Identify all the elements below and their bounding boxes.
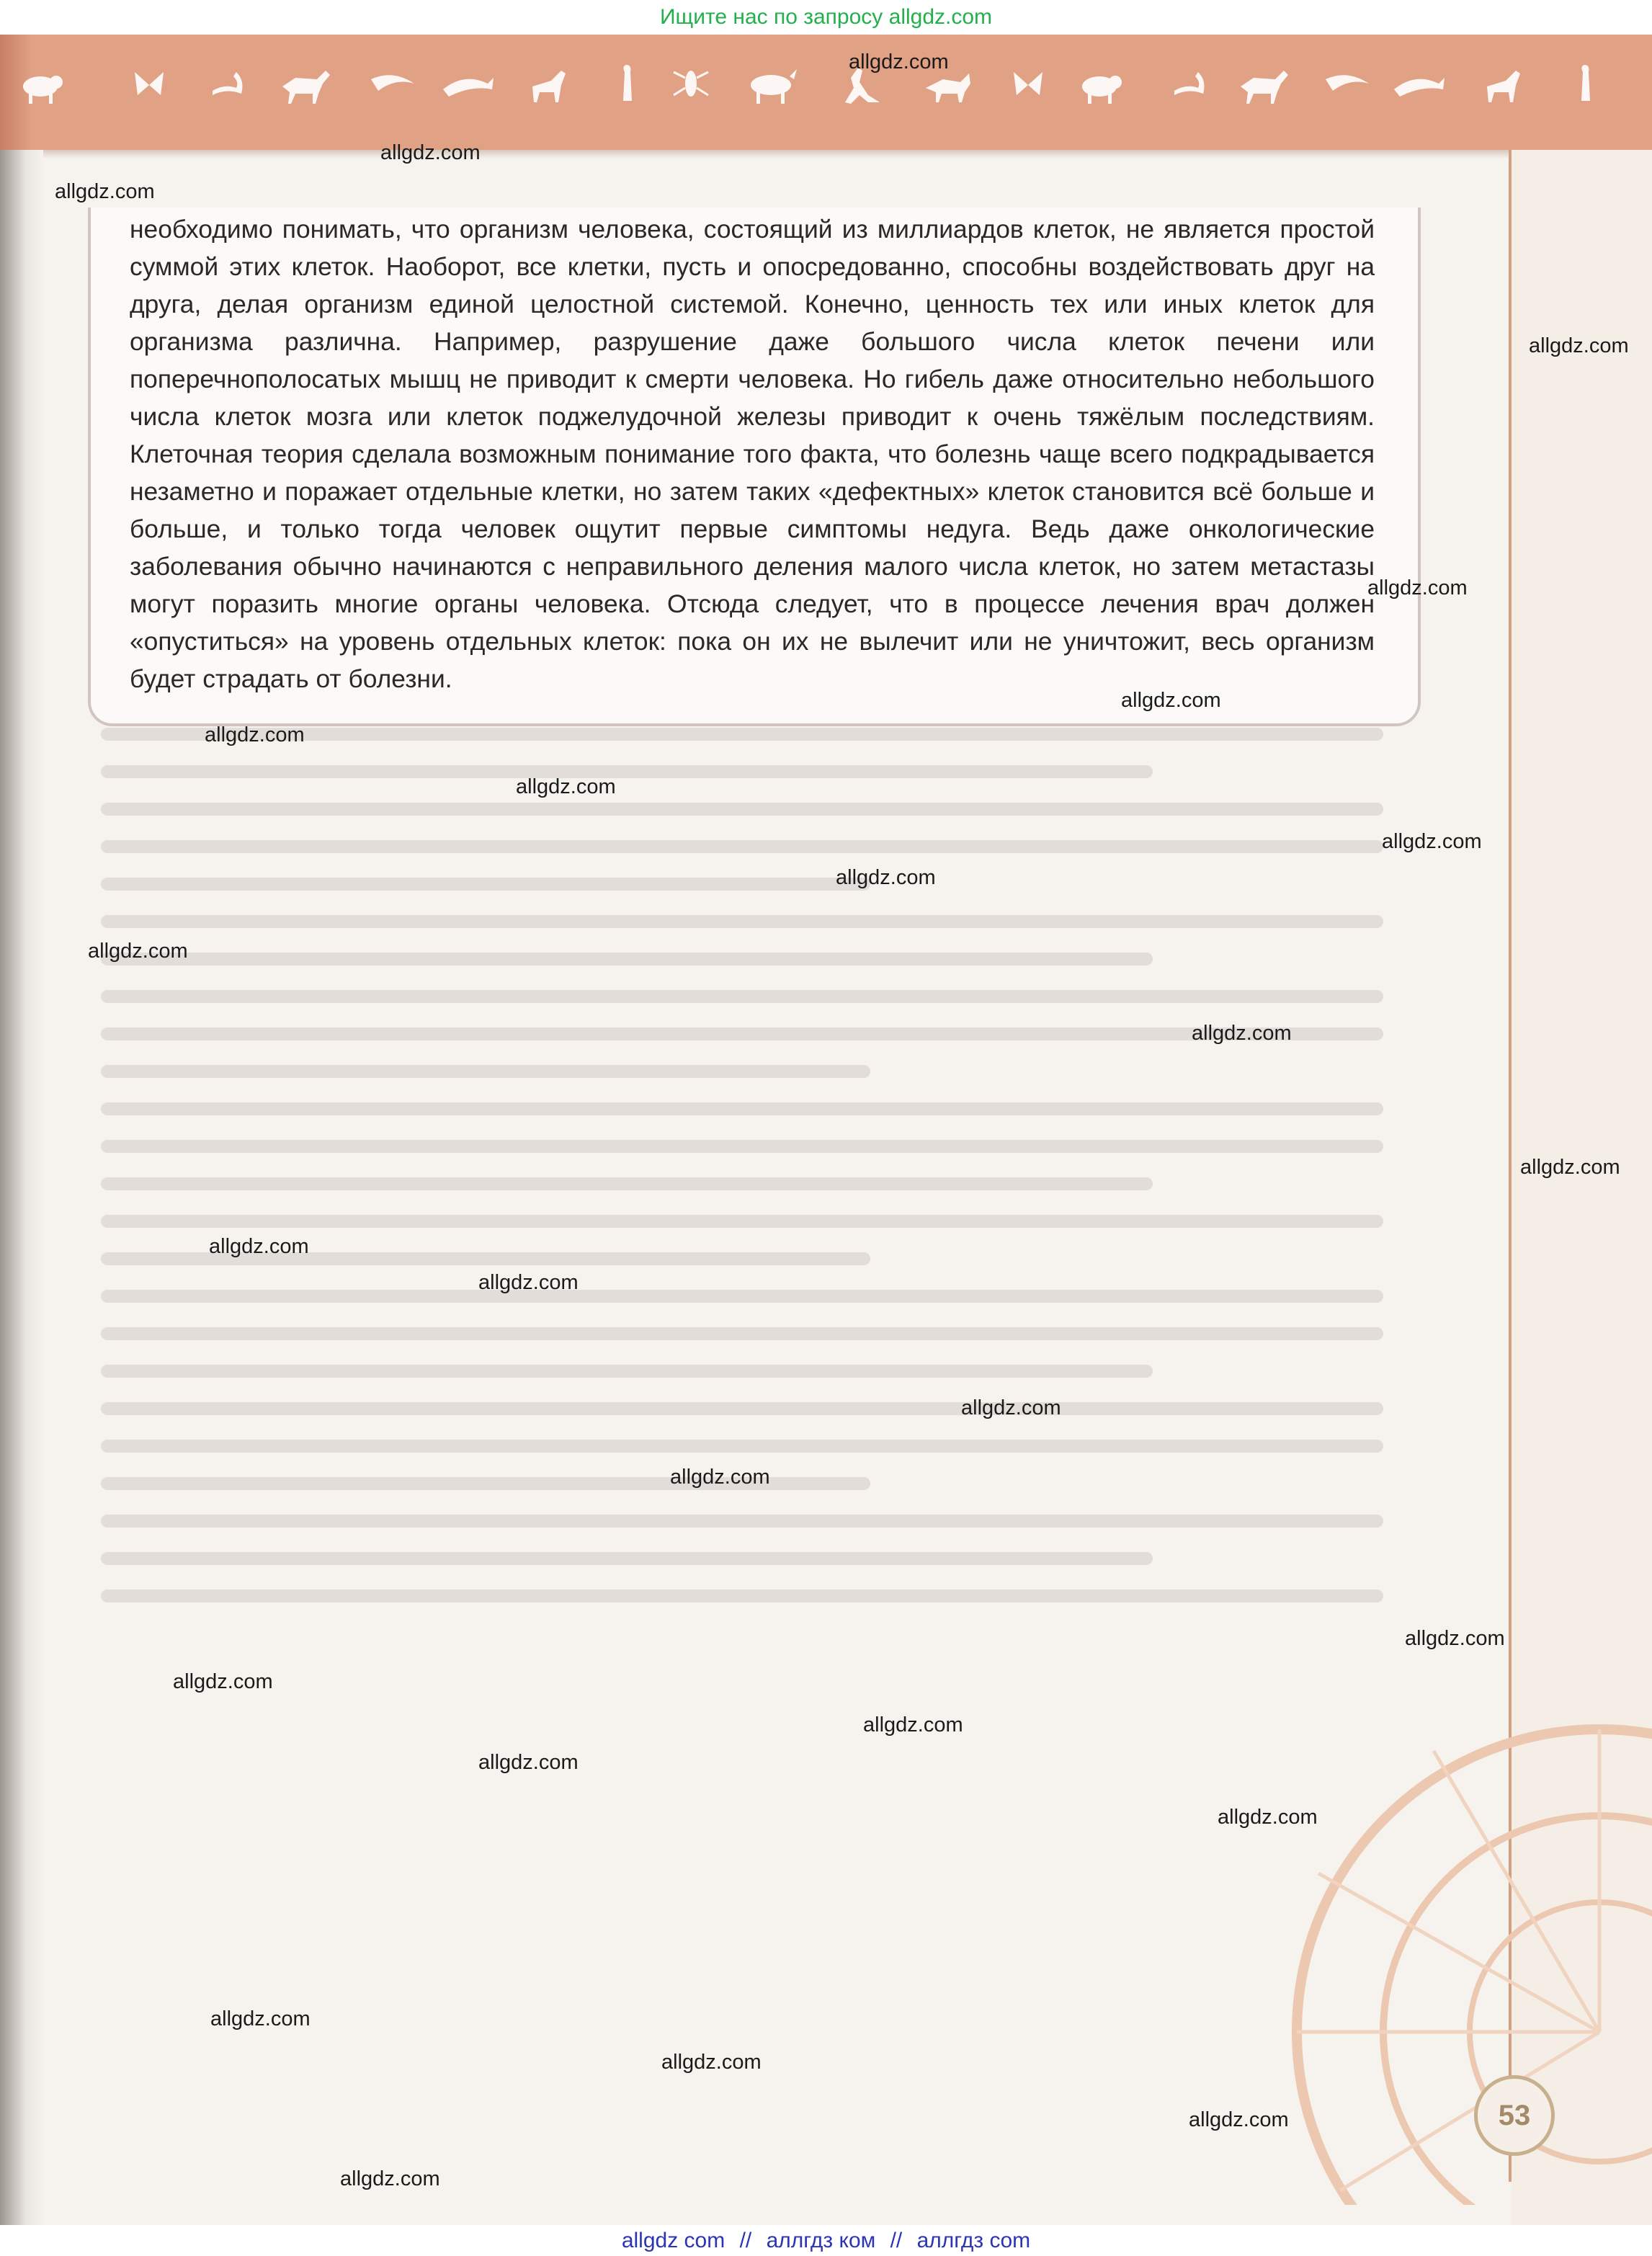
watermark: allgdz.com xyxy=(961,1396,1061,1419)
header-shadow xyxy=(0,150,1652,159)
footer-link[interactable]: аллгдз com xyxy=(916,2229,1031,2252)
watermark: allgdz.com xyxy=(1367,576,1468,599)
bird-icon xyxy=(1326,75,1369,91)
watermark: allgdz.com xyxy=(1189,2108,1289,2131)
dolphin-icon xyxy=(443,78,494,97)
watermark: allgdz.com xyxy=(478,1751,579,1774)
watermark: allgdz.com xyxy=(209,1235,309,1258)
footer-separator: // xyxy=(890,2229,903,2252)
watermark: allgdz.com xyxy=(55,180,155,203)
watermark: allgdz.com xyxy=(863,1713,963,1736)
watermark: allgdz.com xyxy=(1529,334,1629,357)
main-paragraph: необходимо понимать, что организм человека, состоящий из миллиардов клеток, не является простой суммой этих клеток. Наоборот, все клетки, пусть и опосредованно, способны воздействовать друг на друга, делая организм единой целостной системой. Конечно, ценность тех или иных клеток для организма различна. Например, разрушение даже большого числа клеток печени или поперечнополосатых мышц не приводит к смерти человека. Но гибель даже относительно небольшого числа клеток мозга или клеток поджелудочной железы приводит к очень тяжёлым последствиям. Клеточная теория сделала возможным понимание того факта, что болезнь чаще всего подкрадывается незаметно и поражает отдельные клетки, но затем таких «дефектных» клеток становится всё больше и больше, и только тогда человек ощутит первые симптомы недуга. Ведь даже онкологические заболевания обычно начинаются с неправильного деления малого числа клеток, но затем метастазы могут поразить многие органы человека. Отсюда следует, что в процессе лечения врач должен «опуститься» на уровень отдельных клеток: пока он их не вылечит или не уничтожит, весь организм будет страдать от болезни. xyxy=(130,215,1375,693)
watermark: allgdz.com xyxy=(205,723,305,746)
insect-icon xyxy=(674,71,708,97)
watermark: allgdz.com xyxy=(340,2167,440,2190)
bird-icon xyxy=(371,75,414,91)
book-binding-shade xyxy=(0,150,43,2225)
goat-icon xyxy=(532,71,566,102)
watermark: allgdz.com xyxy=(173,1670,273,1693)
watermark: allgdz.com xyxy=(516,775,616,798)
scorpion-icon xyxy=(1174,72,1204,95)
watermark: allgdz.com xyxy=(478,1271,579,1294)
watermark: allgdz.com xyxy=(836,866,936,889)
animal-silhouette-row xyxy=(0,59,1652,110)
watermark: allgdz.com xyxy=(1218,1806,1318,1829)
watermark: allgdz.com xyxy=(1520,1156,1620,1179)
watermark: allgdz.com xyxy=(1192,1022,1292,1045)
watermark: allgdz.com xyxy=(849,50,949,73)
watermark: allgdz.com xyxy=(1405,1627,1505,1650)
fox-icon xyxy=(926,73,970,102)
watermark: allgdz.com xyxy=(88,940,188,963)
watermark: allgdz.com xyxy=(1382,830,1482,853)
horse-icon xyxy=(282,71,330,104)
watermark: allgdz.com xyxy=(1121,689,1221,712)
search-promo-banner: Ищите нас по запросу allgdz.com xyxy=(0,0,1652,35)
compass-rose-decoration xyxy=(1268,1628,1652,2205)
watermark: allgdz.com xyxy=(670,1466,770,1489)
watermark: allgdz.com xyxy=(661,2051,762,2074)
compass-rose xyxy=(1268,1628,1652,2205)
butterfly-icon xyxy=(135,72,164,95)
bull-icon xyxy=(751,69,797,104)
bison-icon xyxy=(1082,76,1122,104)
footer-link[interactable]: аллгдз ком xyxy=(766,2229,876,2252)
watermark: allgdz.com xyxy=(380,141,481,164)
horse-icon xyxy=(1241,71,1288,104)
animal-silhouettes xyxy=(0,59,1652,110)
meerkat-icon xyxy=(1581,65,1590,101)
goat-icon xyxy=(1487,71,1520,102)
butterfly-icon xyxy=(1014,72,1042,95)
scorpion-icon xyxy=(213,72,242,95)
footer-link[interactable]: allgdz com xyxy=(621,2229,725,2252)
footer-separator: // xyxy=(739,2229,752,2252)
footer-links-bar xyxy=(0,2225,1652,2256)
bison-icon xyxy=(23,76,63,104)
meerkat-icon xyxy=(623,65,632,101)
dolphin-icon xyxy=(1394,78,1445,97)
page-number: 53 xyxy=(1474,2075,1555,2156)
watermark: allgdz.com xyxy=(210,2007,311,2030)
